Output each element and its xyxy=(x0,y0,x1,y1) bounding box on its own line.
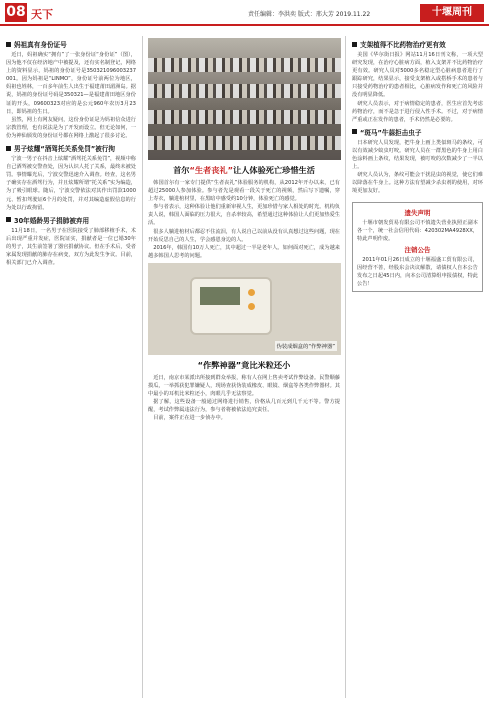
photo-row xyxy=(148,58,341,72)
notice-title: 遗失声明 xyxy=(404,208,431,217)
photo-row xyxy=(148,136,341,150)
bullet-icon xyxy=(6,146,11,151)
photo-row xyxy=(148,110,341,124)
middle-column xyxy=(142,36,346,698)
article-body: 目前，案件正在进一步侦办中。 xyxy=(153,415,226,422)
left-column xyxy=(6,36,136,698)
article-headline: “斑马”牛蒜拒击虫子 xyxy=(352,127,483,137)
article-headline: 首尔“生者丧礼”让人体验死亡珍惜生活 xyxy=(173,165,315,175)
article-body: 研究人员认为，条纹可能会干扰昆虫的视觉，使它们难以降落在牛身上。这种方法有望减少杀虫剂的使用，对环境更加友好。 xyxy=(352,172,483,195)
notice-title: 注销公告 xyxy=(404,245,431,254)
device-photo xyxy=(148,263,341,355)
device-screen xyxy=(200,287,240,305)
article-headline: 30年婚龄男子捐肺被弃用 xyxy=(6,215,136,225)
device-button xyxy=(248,303,255,310)
section-name: 天下 xyxy=(31,8,53,21)
article-body: 很多人躺进棺材后都忍不住流泪，有人说自己以前从没有认真想过这些问题，现在开始反思自己的人生，学会感恩身边的人。 xyxy=(148,228,340,243)
article-body: 近日，南京市某派出所接到群众举报，称有人在网上售卖考试作弊设备。民警顺藤摸瓜，一举抓获犯罪嫌疑人，现场查获伪装成橡皮、眼镜、烟盒等各类作弊器材。其中最小的耳机比米粒还小，肉眼几乎无法察觉。 xyxy=(148,374,340,398)
classroom-photo xyxy=(148,38,341,160)
article-body: 参与者表示，这种体验让他们重新审视人生，更加珍惜与家人相处的时光。机构负责人说，韩国人面临的压力很大，自杀率较高，希望通过这种体验让人们更加热爱生活。 xyxy=(148,204,340,227)
article-body: 美国《华尔街日报》网站11月16日刊文称，一项大型研究发现，在治疗心脏病方面，植入支架并不比药物治疗更有效。研究人员对5000多名稳定型心脏病患者进行了跟踪研究，结果显示，接受支架植入或搭桥手术的患者与只接受药物治疗的患者相比，心脏病发作和死亡的风险并没有明显降低。 xyxy=(352,52,483,99)
bullet-icon xyxy=(352,42,357,47)
notice-box xyxy=(352,202,483,293)
bullet-icon xyxy=(6,217,11,222)
notice-body: 2011年01月26日成立的十堰福盛工贸有限公司，因经营不善，经股东会决议解散，请债权人自本公告发布之日起45日内，向本公司清算组申报债权，特此公告！ xyxy=(357,256,478,288)
article-headline: 支架植得不比药物治疗更有效 xyxy=(352,39,483,49)
article-body: 11月18日，一名男子在医院接受了肺部移植手术，术后出现严重并发症，医院证实，捐献者是一位已婚30年的男子，其生前签署了器官捐献协议。但在手术后，受者家属发现捐献的肺存在病变，双方为此发生争议。目前，相关部门已介入调查。 xyxy=(6,227,136,267)
right-column xyxy=(352,36,483,698)
bullet-icon xyxy=(6,42,11,47)
article-headline: “作弊神器”竟比米粒还小 xyxy=(197,359,291,370)
article-body: 日本研究人员发现，把牛身上画上类似斑马的条纹，可以有效减少蚊虫叮咬。研究人员在一群黑色的牛身上用白色涂料画上条纹，结果发现，被叮咬的次数减少了一半以上。 xyxy=(352,139,483,171)
header-meta: 责任编辑：李洪奕 版式：邢大芳 2019.11.22 xyxy=(248,11,371,18)
article-body: 2016年，韩国有10万人死亡，其中超过一半是老年人。如何面对死亡，成为越来越多韩国人思考的问题。 xyxy=(148,244,340,259)
bullet-icon xyxy=(352,129,357,134)
page-number: 08 xyxy=(6,4,26,20)
photo-caption: 伪装成烟盒的“作弊神器” xyxy=(275,341,337,351)
photo-row xyxy=(148,84,341,98)
article-headline: 妈祖真有身份证号 xyxy=(6,39,136,49)
cheating-device xyxy=(190,277,272,335)
article-body: 据了解，这些设备一般通过网络进行销售，价格从几百元到几千元不等。警方提醒，考试作弊属违法行为，参与者将被依法追究责任。 xyxy=(148,399,340,414)
article-body: 韩国首尔有一家专门提供“生者丧礼”体验服务的机构，从2012年开办以来，已有超过25000人参加体验。参与者先是观看一段关于死亡的视频，然后写下遗嘱，穿上寿衣，躺进棺材里，在黑暗中感受约10分钟，体验死亡的感觉。 xyxy=(148,180,340,203)
article-headline: 男子炫耀“酒驾托关系免罚”被行拘 xyxy=(6,143,136,153)
article-body: 研究人员表示，对于病情稳定的患者，医生应首先考虑药物治疗，而不是急于进行侵入性手术。不过，对于病情严重或正在发作的患者，手术仍然是必要的。 xyxy=(352,100,483,123)
article-body: 宁波一男子在抖音上炫耀“酒驾托关系免罚”，视频中称自己酒驾被交警查处，因为认识人托了关系，最终未被处罚。事情曝光后，宁波交警迅速介入调查。经查，这名男子确实存在酒驾行为，并且炫耀所谓“托关系”实为编造，为了吸引眼球。随后，宁波交警依法对其作出罚款1000元、暂扣驾驶证6个月的处罚，并对其编造虚假信息的行为处以行政拘留。 xyxy=(6,156,136,211)
page-header xyxy=(0,0,489,26)
device-button xyxy=(248,289,255,296)
notice-body: 十堰市朝发贸易有限公司不慎遗失营业执照正副本各一个，统一社会信用代码：420302MA4928XX，特此声明作废。 xyxy=(357,219,478,242)
article-body: 虽然，网上有网友疑问，这份身份证是为妈祖信众进行宗教管理，也有说法是为了开发而设立。但无论如何，一份为神仙颁发的身份证号都在网络上激起了很多讨论。 xyxy=(6,116,136,139)
article-body: 近日，妈祖确实“拥有”了一张身份证“身份证”（图），因为他不仅在经济地产中被提及，还有实名制登记，网络上的资料显示，妈祖的身份证号是350321096003237001。因为妈祖是“LINMO”，身份证号前两位为地区，妈祖也姓林，一百多年前生人出生于福建莆田湄洲岛。据说，妈祖的身份证号码是350321—是福建莆田地区身份证的开头，09600323对应的是公元960年农历3月23日，即妈祖的生日。 xyxy=(6,52,136,115)
masthead-logo: 十堰周刊 xyxy=(420,4,484,22)
